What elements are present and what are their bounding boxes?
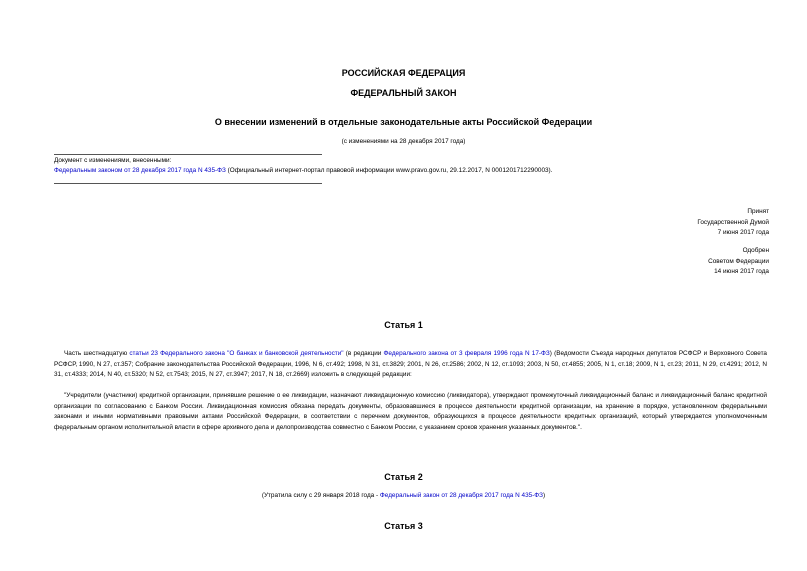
article-2-note (0, 491, 807, 501)
article-2-heading: Статья 2 (384, 472, 423, 482)
article-1-text-a: Часть шестнадцатую (64, 350, 130, 357)
article-2-note-a: (Утратила силу с 29 января 2018 года - (261, 492, 380, 499)
adoption-line-2: Государственной Думой (697, 218, 769, 226)
law-title: О внесении изменений в отдельные законодательные акты Российской Федерации (214, 117, 593, 127)
changes-label: Документ с изменениями, внесенными: (54, 157, 172, 164)
changes-top-divider (54, 154, 322, 155)
law-type-heading: ФЕДЕРАЛЬНЫЙ ЗАКОН (350, 88, 457, 98)
changes-source: (Официальный интернет-портал правовой информации www.pravo.gov.ru, 29.12.2017, N 0001201712290003). (225, 167, 553, 174)
approval-block (708, 246, 769, 278)
article-1-paragraph-2: "Учредители (участники) кредитной организации, принявшие решение о ее ликвидации, назначают ликвидационную комиссию (ликвидатора), утверждают промежуточный ликвидационный баланс и ликвидационный баланс кредитной организации по согласованию с Банком России. Ликвидационная комиссия обязана передать документы, образовавшиеся в процессе деятельности кредитной организации, на хранение в порядке, установленном федеральными законами и иными нормативными правовыми актами Российской Федерации, в соответствии с перечнем документов, образующихся в процессе деятельности кредитных организаций, который утверждается уполномоченным федеральным органом исполнительной власти в сфере архивного дела и делопроизводства совместно с Банком России, с указанием сроков хранения указанных документов.". (54, 392, 767, 431)
adoption-line-1: Принят (747, 208, 769, 215)
approval-line-1: Одобрен (742, 247, 769, 254)
article-1-heading: Статья 1 (384, 320, 423, 330)
law-17fz-link[interactable]: Федерального закона от 3 февраля 1996 года N 17-ФЗ (383, 350, 550, 357)
article-2-note-b: ) (543, 492, 546, 499)
approval-line-3: 14 июня 2017 года (714, 268, 769, 276)
article-1-paragraph-1 (54, 349, 767, 381)
adoption-line-3: 7 июня 2017 года (717, 229, 769, 237)
changes-line (54, 166, 552, 176)
amending-law-link[interactable]: Федеральным законом от 28 декабря 2017 года N 435-ФЗ (54, 167, 226, 174)
repeal-law-link[interactable]: Федеральный закон от 28 декабря 2017 года N 435-ФЗ (379, 492, 544, 499)
article-1-text-c: ) (Ведомости Съезда народных депутатов РСФСР и Верховного Совета РСФСР, 1990, N 27, ст.357; Собрание законодательства Российской Федерации, 1996, N 6, ст.492; 1998, N 31, ст.3829; 2001, N 26, ст.2586; 2002, N 12, ст.1093; 2003, N 50, ст.4855; 2005, N 1, ст.18; 2009, N 1, ст.23; 2011, N 29, ст.4291; 2012, N 31, ст.4333; 2014, N 40, ст.5320; N 52, ст.7543; 2015, N 27, ст.3947; 2017, N 18, ст.2669) изложить в следующей редакции: (54, 350, 767, 379)
banks-law-article-link[interactable]: статьи 23 Федерального закона "О банках и банковской деятельности" (129, 350, 344, 357)
adoption-block (697, 207, 769, 239)
article-1-text-b: (в редакции (343, 350, 384, 357)
edition-note: (с изменениями на 28 декабря 2017 года) (341, 138, 466, 145)
country-heading: РОССИЙСКАЯ ФЕДЕРАЦИЯ (341, 68, 466, 78)
article-3-heading: Статья 3 (384, 521, 423, 531)
changes-bottom-divider (54, 183, 322, 184)
approval-line-2: Советом Федерации (708, 257, 769, 265)
